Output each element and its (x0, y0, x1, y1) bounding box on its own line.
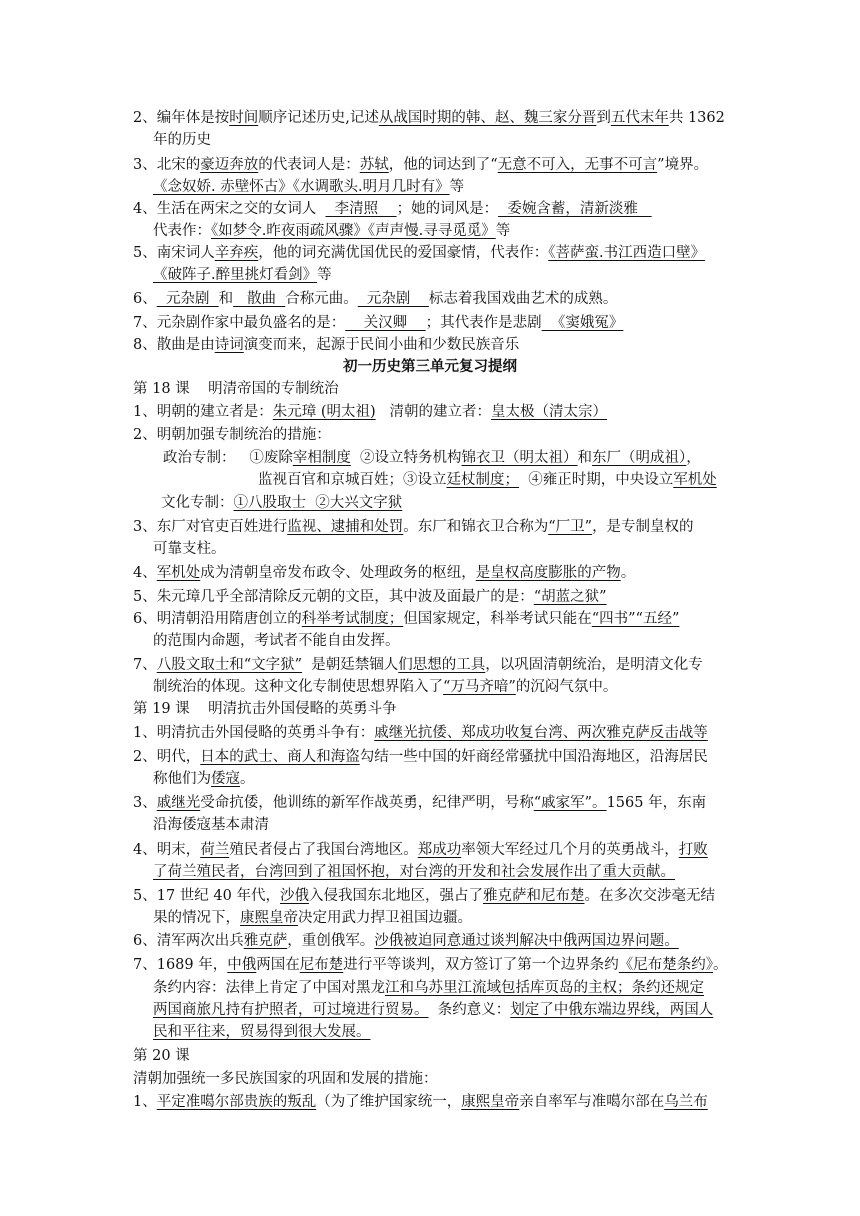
text-segment: 3、东厂对官吏百姓进行 (133, 519, 288, 535)
text-segment: 进行平等谈判，双方签订了第一个边界条约 (343, 957, 619, 973)
underlined-answer: 了荷兰殖民者，台湾回到了祖国怀抱，对台湾的开发和社会发展作出了重大贡献。 (153, 864, 675, 880)
underlined-answer: 雅克萨和尼布楚 (482, 888, 585, 904)
text-segment: 第 20 课 (133, 1048, 190, 1064)
text-segment: 2、编年体是按 (133, 110, 230, 126)
underlined-answer: 宰相制度 (292, 450, 351, 466)
text-line (133, 723, 732, 743)
text-segment: 是朝廷禁锢人 (302, 657, 399, 673)
text-segment: 但国家规定，科举考试只能在 (403, 611, 592, 627)
underlined-answer: 尼布楚 (299, 957, 344, 973)
text-line (153, 1022, 732, 1042)
text-line (133, 243, 732, 263)
text-line (163, 448, 732, 468)
text-segment: 政治专制： ①废除 (163, 450, 293, 466)
text-segment: ，他的词达到了“ (388, 157, 498, 173)
text-segment: 到 (596, 110, 611, 126)
text-segment: 代表作： (153, 223, 211, 239)
text-line (153, 177, 732, 197)
text-line (133, 931, 732, 951)
text-segment: 。在多次交涉毫无结 (584, 888, 715, 904)
text-segment: 7、元杂剧作家中最负盛名的是： (133, 315, 346, 331)
text-segment: 两国在 (256, 957, 300, 973)
text-segment: ， (686, 450, 701, 466)
text-segment: （为了维护国家统一， (316, 1094, 462, 1110)
text-segment: 2、明代， (133, 749, 201, 765)
text-segment: 。东厂和锦衣卫合称为 (403, 519, 549, 535)
text-segment: 的范围内命题，考试者不能自由发挥。 (153, 633, 400, 649)
underlined-answer: “万马齐喑” (443, 679, 516, 695)
text-segment: 顺序记述历史,记述 (258, 110, 379, 126)
text-line (133, 425, 732, 445)
text-segment: 第 19 课 明清抗击外国侵略的英勇斗争 (133, 701, 397, 717)
text-line (153, 130, 732, 150)
underlined-answer: 诗词 (214, 337, 244, 353)
text-segment: 7、 (133, 657, 157, 673)
text-line (133, 655, 732, 675)
underlined-answer: 郑成功 (417, 842, 462, 858)
text-segment: 可靠支柱。 (153, 541, 226, 557)
text-segment: 监视百官和京城百姓；③设立 (258, 472, 447, 488)
text-segment: 第 18 课 明清帝国的专制统治 (133, 381, 339, 397)
text-line (258, 470, 732, 490)
underlined-answer: 《如梦令.昨夜雨疏风骤》《声声慢.寻寻觅觅》 (211, 223, 496, 239)
underlined-answer: 元杂剧 (156, 291, 219, 307)
underlined-answer: 康熙皇帝 (240, 910, 298, 926)
text-segment: 文化专制： (161, 495, 234, 511)
underlined-answer: 无意不可入，无事不可言 (497, 157, 658, 173)
text-line (133, 793, 732, 813)
underlined-answer: 监视、逮捕和处罚 (287, 519, 404, 535)
text-line (153, 539, 732, 559)
underlined-answer: 辛弃疾 (214, 245, 259, 261)
text-segment: 条约意义： (428, 1002, 511, 1018)
text-line (133, 840, 732, 860)
underlined-answer: 军机处 (156, 565, 201, 581)
text-segment: 演变而来，起源于民间小曲和少数民族音乐 (243, 337, 520, 353)
text-segment: 亲自率军与准噶尔部在 (519, 1094, 665, 1110)
underlined-answer: 时间 (229, 110, 259, 126)
underlined-answer: 委婉含蓄，清新淡雅 (498, 201, 652, 217)
text-segment: 1、明朝的建立者是： (133, 404, 273, 420)
underlined-answer: 《念奴娇. 赤壁怀古》《水调歌头.明月几时有》 (153, 179, 450, 195)
underlined-answer: “胡蓝之狱” (533, 589, 607, 605)
text-segment: 等 (495, 223, 511, 239)
text-line (153, 815, 732, 835)
text-segment: 的沉闷气氛中。 (515, 679, 618, 695)
underlined-answer: 五代末年 (610, 110, 669, 126)
text-segment: 决定用武力捍卫祖国边疆。 (298, 910, 472, 926)
text-line (133, 402, 732, 422)
underlined-answer: 从战国时期的韩、赵、魏三家分晋 (378, 110, 597, 126)
text-segment: 8、散曲是由 (133, 337, 215, 353)
text-line (133, 955, 732, 975)
text-line (133, 699, 732, 719)
underlined-answer: 《尼布楚条约》 (618, 957, 713, 973)
text-segment: 4、 (133, 565, 157, 581)
text-line (133, 517, 732, 537)
text-segment: 成为清朝皇帝发布政令、处理政务的枢纽， (200, 565, 476, 581)
text-segment: ，以巩固清朝统治，是明清文化专 (485, 657, 703, 673)
text-segment: 。 (713, 957, 728, 973)
text-segment: 和 (218, 291, 234, 307)
underlined-answer: 散曲 (233, 291, 286, 307)
text-segment: 4、生活在两宋之交的女词人 (133, 201, 326, 217)
text-segment: 条约内容：法律上肯定了中国对黑龙 (153, 980, 385, 996)
text-segment: ”境界。 (657, 157, 709, 173)
text-segment: ，重创俄军。 (287, 933, 375, 949)
text-line (161, 493, 732, 513)
underlined-answer: 李清照 (325, 201, 397, 217)
underlined-answer: 关汉卿 (345, 315, 426, 331)
text-line (133, 609, 732, 629)
text-line (153, 978, 732, 998)
text-segment: 3、 (133, 795, 157, 811)
text-line (133, 108, 732, 128)
text-segment: 6、清军两次出兵 (133, 933, 244, 949)
text-line (153, 221, 732, 241)
text-line (153, 265, 732, 285)
text-segment: 5、17 世纪 40 年代， (133, 888, 280, 904)
underlined-answer: 划定了中俄东端边界线，两国人 (510, 1002, 714, 1018)
underlined-answer: 们思想的工具 (398, 657, 486, 673)
text-segment: 和 (577, 450, 593, 466)
text-segment: 共 1362 (668, 110, 725, 126)
text-line (133, 1069, 732, 1089)
text-segment: 称他们为 (153, 771, 211, 787)
underlined-answer: 《菩萨蛮.书江西造口壁》 (548, 245, 706, 261)
text-segment: ，他的词充满优国优民的爱国豪情，代表作： (258, 245, 549, 261)
text-segment: 制统治的体现。这种文化专制使思想界陷入了 (153, 679, 443, 695)
text-segment: 7、1689 年， (133, 957, 228, 973)
text-segment: ④雍正时期，中央设立 (519, 472, 674, 488)
text-segment: 合称元曲。 (285, 291, 358, 307)
text-segment: 3、北宋的 (133, 157, 201, 173)
underlined-answer: 沙俄 (279, 888, 309, 904)
text-segment: 1565 年，东南 (606, 795, 707, 811)
text-segment: 2、明朝加强专制统治的措施： (133, 427, 331, 443)
text-segment: ；其代表作是悲剧 (425, 315, 542, 331)
text-segment: 1、明清抗击外国侵略的英勇斗争有： (133, 725, 375, 741)
underlined-answer: 皇太极（清太宗） (491, 404, 607, 420)
text-line (153, 908, 732, 928)
underlined-answer: 科举考试制度； (301, 611, 404, 627)
text-segment: 率领大军经过几个月的英勇战斗， (461, 842, 679, 858)
text-segment: 5、朱元璋几乎全部清除反元朝的文臣，其中波及面最广的是： (133, 589, 534, 605)
text-segment: 。 (620, 565, 636, 581)
underlined-answer: 荷兰 (200, 842, 230, 858)
text-segment: 4、明末， (133, 842, 201, 858)
text-line (133, 886, 732, 906)
text-segment: 勾结一些中国的奸商经常骚扰中国沿海地区，沿海居民 (359, 749, 708, 765)
text-segment: 标志着我国戏曲艺术的成熟。 (428, 291, 618, 307)
text-line (133, 313, 732, 333)
text-segment: 受命抗倭，他训练的新军作战英勇，纪律严明，号称 (200, 795, 534, 811)
underlined-answer: 戚继光抗倭、郑成功收复台湾、两次雅克萨反击战等 (374, 725, 708, 741)
underlined-answer: 倭寇 (211, 771, 240, 787)
text-line (133, 335, 732, 355)
underlined-answer: ①八股取士 ②大兴文字狱 (233, 495, 403, 511)
text-line (133, 155, 732, 175)
text-line (133, 1092, 732, 1112)
text-line (133, 563, 732, 583)
underlined-answer: 两国商旅凡持有护照者，可过境进行贸易。 (153, 1002, 429, 1018)
underlined-answer: 是皇权高度膨胀的产物 (475, 565, 621, 581)
underlined-answer: 康熙皇帝 (461, 1094, 520, 1110)
underlined-answer: 廷杖制度； (446, 472, 519, 488)
underlined-answer: 八股文取士和“文字狱” (156, 657, 303, 673)
underlined-answer: 豪迈奔放 (200, 157, 259, 173)
underlined-answer: 元杂剧 (357, 291, 429, 307)
text-segment: 初一历史第三单元复习提纲 (343, 358, 517, 375)
underlined-answer: 打败 (678, 842, 708, 858)
text-line (153, 769, 732, 789)
text-line (153, 631, 732, 651)
underlined-answer: “四书”“五经” (591, 611, 680, 627)
underlined-answer: 朱元璋 (明太祖) (272, 404, 376, 420)
section-heading (0, 357, 860, 377)
text-segment: 殖民者侵占了我国台湾地区。 (229, 842, 418, 858)
underlined-answer: “厂卫” (548, 519, 593, 535)
text-segment: ；她的词风是： (396, 201, 499, 217)
underlined-answer: 雅克萨 (243, 933, 288, 949)
text-line (153, 677, 732, 697)
text-line (133, 289, 732, 309)
underlined-answer: 东厂（明成祖） (592, 450, 687, 466)
underlined-answer: 日本的武士、商人和海盗 (200, 749, 360, 765)
text-segment: ②设立特务机构 (350, 450, 462, 466)
underlined-answer: 苏轼 (359, 157, 389, 173)
text-segment: 年的历史 (153, 132, 211, 148)
text-segment: 等 (317, 267, 332, 283)
text-line (133, 199, 732, 219)
underlined-answer: 平定准噶尔部贵族的叛乱 (156, 1094, 317, 1110)
underlined-answer: 沙俄被迫同意通过谈判解决中俄两国边界问题。 (374, 933, 679, 949)
text-line (133, 379, 732, 399)
underlined-answer: 《窦娥冤》 (541, 315, 624, 331)
text-segment: 清朝的建立者： (375, 404, 491, 420)
text-segment: 1、 (133, 1094, 157, 1110)
text-line (133, 1046, 732, 1066)
underlined-answer: 中俄 (227, 957, 257, 973)
text-segment: 等 (449, 179, 465, 195)
underlined-answer: 戚继光 (156, 795, 201, 811)
text-segment: 入侵我国东北地区，强占了 (308, 888, 483, 904)
text-segment: 清朝加强统一多民族国家的巩固和发展的措施： (133, 1071, 438, 1087)
underlined-answer: 《破阵子.醉里挑灯看剑》 (153, 267, 318, 283)
underlined-answer: 江和乌苏里江流域包括库页岛的主权；条约还规定 (385, 980, 704, 996)
text-segment: 沿海倭寇基本肃清 (153, 817, 269, 833)
text-segment: ，是专制皇权的 (592, 519, 694, 535)
text-segment: 果的情况下， (153, 910, 240, 926)
text-line (133, 747, 732, 767)
text-line (133, 587, 732, 607)
text-segment: 。 (240, 771, 255, 787)
text-segment: 的代表词人是： (258, 157, 360, 173)
text-segment: 5、南宋词人 (133, 245, 215, 261)
underlined-answer: 军机处 (673, 472, 717, 488)
underlined-answer: “戚家军”。 (533, 795, 607, 811)
underlined-answer: 民和平往来，贸易得到很大发展。 (153, 1024, 371, 1040)
text-segment: 6、明清朝沿用隋唐创立的 (133, 611, 302, 627)
text-line (153, 862, 732, 882)
underlined-answer: 锦衣卫（明太祖） (461, 450, 578, 466)
text-segment: 6、 (133, 291, 157, 307)
underlined-answer: 乌兰布 (664, 1094, 708, 1110)
text-line (153, 1000, 732, 1020)
